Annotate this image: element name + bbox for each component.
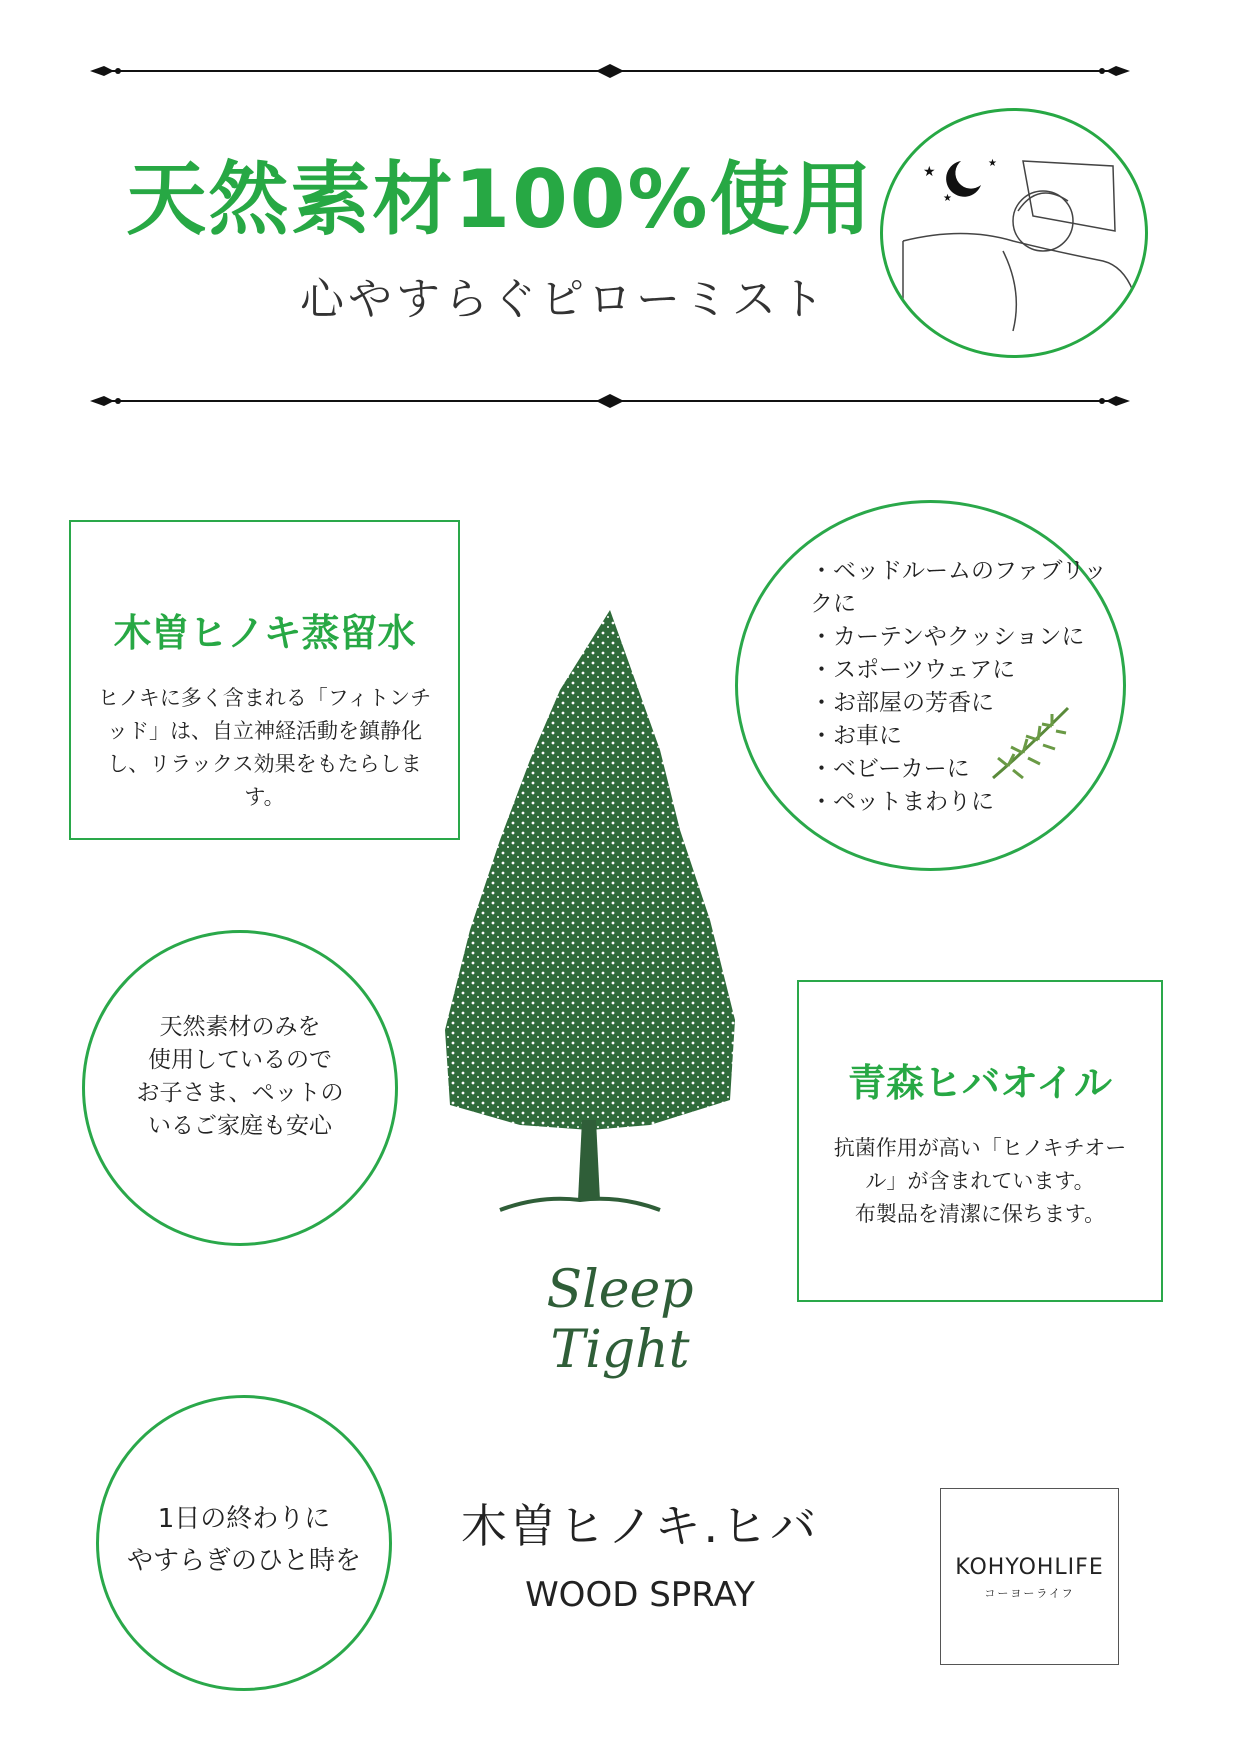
relax-circle bbox=[96, 1395, 392, 1691]
list-item: ・ペットまわりに bbox=[810, 789, 994, 815]
tree-illustration bbox=[430, 600, 750, 1240]
list-item: ・スポーツウェアに bbox=[810, 657, 1016, 683]
uses-circle bbox=[735, 500, 1126, 871]
hinoki-water-description: ヒノキに多く含まれる「フィトンチ ッド」は、自立神経活動を鎮静化 し、リラックス効果をもたらします。 bbox=[97, 686, 432, 809]
hinoki-water-title: 木曽ヒノキ蒸留水 bbox=[113, 611, 416, 655]
list-item: ・カーテンやクッションに bbox=[810, 624, 1085, 650]
brand-logo-sub: コーヨーライフ bbox=[984, 1587, 1075, 1600]
relax-text: 1日の終わりに やすらぎのひと時を bbox=[126, 1504, 361, 1576]
list-item: ・ベビーカーに bbox=[810, 756, 970, 782]
hiba-oil-title: 青森ヒバオイル bbox=[847, 1061, 1113, 1105]
sleep-tight-caption: Sleep Tight bbox=[546, 1260, 694, 1380]
subtitle: 心やすらぐピローミスト bbox=[300, 274, 828, 325]
top-ornamental-divider bbox=[90, 56, 1130, 86]
svg-text:★: ★ bbox=[943, 193, 952, 204]
hinoki-branch-icon bbox=[988, 698, 1078, 788]
hiba-oil-description: 抗菌作用が高い「ヒノキチオー ル」が含まれています。 布製品を清潔に保ちます。 bbox=[833, 1136, 1127, 1226]
list-item: ・お部屋の芳香に bbox=[810, 690, 994, 716]
sleeping-child-illustration bbox=[880, 108, 1148, 358]
svg-text:★: ★ bbox=[923, 164, 936, 180]
hiba-oil-box bbox=[797, 980, 1163, 1302]
safety-circle bbox=[82, 930, 398, 1246]
sleeping-child-icon bbox=[883, 111, 1145, 355]
svg-text:★: ★ bbox=[988, 158, 997, 169]
safety-text: 天然素材のみを 使用しているので お子さま、ペットの いるご家庭も安心 bbox=[136, 1014, 344, 1139]
product-name: 木曽ヒノキ.ヒバ bbox=[460, 1499, 820, 1553]
brand-logo bbox=[940, 1488, 1119, 1665]
brand-logo-name: KOHYOHLIFE bbox=[955, 1555, 1104, 1580]
list-item: ・お車に bbox=[810, 723, 902, 749]
bottom-ornamental-divider bbox=[90, 386, 1130, 416]
main-title: 天然素材100%使用 bbox=[126, 153, 874, 246]
list-item: ・ベッドルームのファブリックに bbox=[810, 558, 1107, 617]
product-type: WOOD SPRAY bbox=[525, 1575, 755, 1615]
hinoki-water-box bbox=[69, 520, 460, 840]
